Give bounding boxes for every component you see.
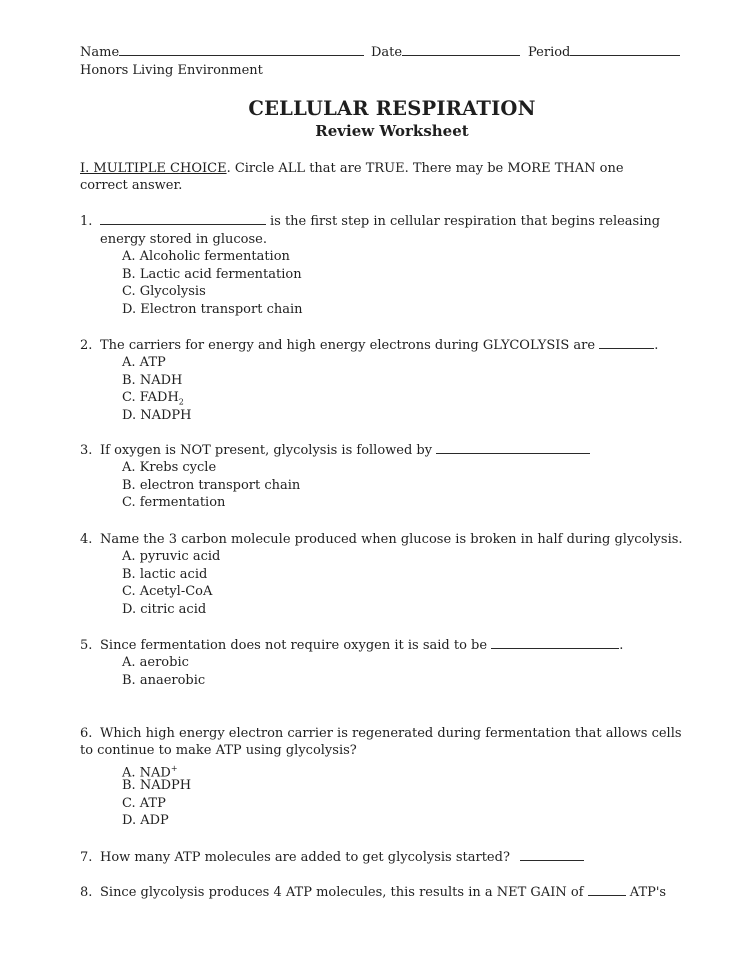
answer-blank[interactable] — [520, 849, 584, 861]
question-number: 2. — [80, 338, 93, 353]
page-title: CELLULAR RESPIRATION — [248, 97, 536, 120]
course-name: Honors Living Environment — [80, 63, 263, 78]
question-3 — [80, 442, 590, 460]
question-text: How many ATP molecules are added to get glycolysis started? — [100, 850, 510, 865]
option-3a[interactable]: A. Krebs cycle — [122, 460, 217, 475]
page-subtitle: Review Worksheet — [315, 122, 469, 140]
question-number: 3. — [80, 443, 93, 458]
question-number: 6. — [80, 726, 93, 741]
question-8 — [80, 884, 666, 902]
option-6c[interactable]: C. ATP — [122, 796, 166, 811]
question-number: 1. — [80, 214, 93, 229]
option-2d[interactable]: D. NADPH — [122, 408, 192, 423]
question-number: 4. — [80, 532, 93, 547]
option-4c[interactable]: C. Acetyl-CoA — [122, 584, 213, 599]
question-6 — [80, 725, 682, 743]
period-label: Period — [528, 45, 571, 60]
question-text: is the first step in cellular respiration that begins releasing — [270, 214, 661, 229]
superscript: + — [170, 764, 178, 773]
option-2a[interactable]: A. ATP — [122, 355, 166, 370]
option-text: C. FADH — [122, 390, 179, 405]
option-text: A. NAD — [122, 765, 171, 781]
section-instructions — [80, 160, 624, 178]
option-1c[interactable]: C. Glycolysis — [122, 284, 206, 299]
option-4b[interactable]: B. lactic acid — [122, 567, 208, 582]
answer-blank[interactable] — [491, 637, 619, 649]
question-number: 8. — [80, 885, 93, 900]
option-3b[interactable]: B. electron transport chain — [122, 478, 301, 493]
question-1 — [80, 213, 660, 231]
option-6b[interactable]: B. NADPH — [122, 778, 192, 793]
period-field-row — [528, 44, 680, 62]
question-number: 5. — [80, 638, 93, 653]
name-field-row — [80, 44, 364, 62]
option-1b[interactable]: B. Lactic acid fermentation — [122, 267, 302, 282]
question-7 — [80, 849, 584, 867]
option-4d[interactable]: D. citric acid — [122, 602, 207, 617]
name-blank[interactable] — [119, 44, 364, 56]
option-1d[interactable]: D. Electron transport chain — [122, 302, 303, 317]
period-mark: . — [654, 338, 659, 353]
option-1a[interactable]: A. Alcoholic fermentation — [122, 249, 290, 264]
option-6d[interactable]: D. ADP — [122, 813, 169, 828]
period-mark: . — [619, 638, 624, 653]
option-5a[interactable]: A. aerobic — [122, 655, 189, 670]
question-number: 7. — [80, 850, 93, 865]
option-4a[interactable]: A. pyruvic acid — [122, 549, 221, 564]
question-text: Which high energy electron carrier is regenerated during fermentation that allows cells — [100, 726, 682, 741]
question-text: Since fermentation does not require oxygen it is said to be — [100, 638, 488, 653]
question-text: If oxygen is NOT present, glycolysis is followed by — [100, 443, 433, 458]
question-4 — [80, 531, 683, 549]
option-2b[interactable]: B. NADH — [122, 373, 183, 388]
answer-blank[interactable] — [588, 884, 626, 896]
question-2 — [80, 337, 658, 355]
question-text: The carriers for energy and high energy electrons during GLYCOLYSIS are — [100, 338, 596, 353]
date-label: Date — [371, 45, 403, 60]
question-1-continued: energy stored in glucose. — [100, 232, 267, 247]
question-5 — [80, 637, 623, 655]
question-6-continued: to continue to make ATP using glycolysis? — [80, 743, 357, 758]
answer-blank[interactable] — [436, 442, 590, 454]
instructions-line2: correct answer. — [80, 178, 183, 193]
question-end-text: ATP's — [629, 885, 667, 900]
date-field-row — [371, 44, 520, 62]
name-label: Name — [80, 45, 120, 60]
instructions-text: . Circle ALL that are TRUE. There may be MORE THAN one — [226, 161, 624, 176]
question-text: Since glycolysis produces 4 ATP molecules, this results in a NET GAIN of — [100, 885, 584, 900]
question-text: Name the 3 carbon molecule produced when glucose is broken in half during glycolysis. — [100, 532, 683, 547]
answer-blank[interactable] — [599, 337, 654, 349]
section-heading: I. MULTIPLE CHOICE — [80, 161, 227, 176]
subscript: 2 — [178, 397, 184, 407]
period-blank[interactable] — [570, 44, 680, 56]
option-5b[interactable]: B. anaerobic — [122, 673, 206, 688]
option-3c[interactable]: C. fermentation — [122, 495, 226, 510]
answer-blank[interactable] — [100, 213, 266, 225]
date-blank[interactable] — [402, 44, 520, 56]
